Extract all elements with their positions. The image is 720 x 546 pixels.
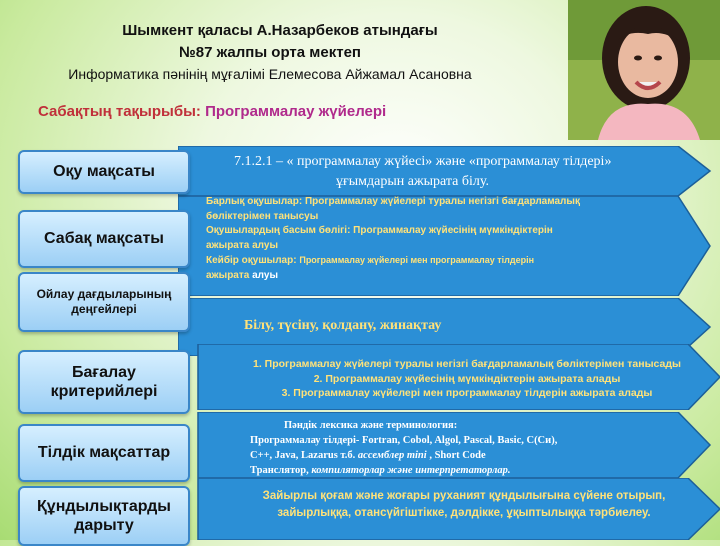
sabaq-text: Барлық оқушылар: Программалау жүйелері туралы негізгі бағдарламалық бөліктерімен танысуы Оқушылардың басым бөлігі: Программалау жүйесінің мүмкіндіктерін ажырата алуы Кейбір оқушылар: Программалау жүйелері мен программалау тілдерін ажырата алуы [206,196,580,281]
label-qundy: Құндылықтарды дарыту [18,486,190,546]
qundy-text: Зайырлы қоғам және жоғары руханият құндылығына сүйене отырып, зайырлыққа, отансүйгіштікке, дәлдікке, ұқыптылыққа тәрбиелеу. [262,490,666,519]
teacher-line: Информатика пәнінің мұғалімі Елемесова Айжамал Асановна [68,66,472,82]
label-oqu-maqsaty: Оқу мақсаты [18,150,190,194]
school-name: Шымкент қаласы А.Назарбеков атындағы [122,22,438,39]
label-tildik: Тілдік мақсаттар [18,424,190,482]
oqu-text-1: 7.1.2.1 – « программалау жүйесі» және «программалау тілдері» [234,154,612,169]
label-oilau-dagdylary: Ойлау дағдыларының деңгейлері [18,272,190,332]
label-bagalau: Бағалау критерийлері [18,350,190,414]
teacher-photo [568,0,720,140]
bagalau-text: 1. Программалау жүйелері туралы негізгі бағдарламалық бөліктерімен танысады 2. Программалау жүйесінің мүмкіндіктерін ажырата алады 3. Программалау жүйелері мен программалау тілдерін ажырата алады [253,358,681,399]
school-number: №87 жалпы орта мектеп [179,44,361,61]
oilau-text: Білу, түсіну, қолдану, жинақтау [244,318,442,333]
oqu-text-2: ұғымдарын ажырата білу. [336,174,489,189]
tildik-text: Пәндік лексика және терминология: Программалау тілдері- Fortran, Cobol, Algol, Pascal, Basic, С(Си), С++, Java, Lazarus т.б. ассемблер mini , Short Code Транслятор, компиляторлар және интерпретаторлар. [250,420,558,476]
label-sabaq-maqsaty: Сабақ мақсаты [18,210,190,268]
lesson-topic: Сабақтың тақырыбы: Программалау жүйелері [38,103,387,120]
